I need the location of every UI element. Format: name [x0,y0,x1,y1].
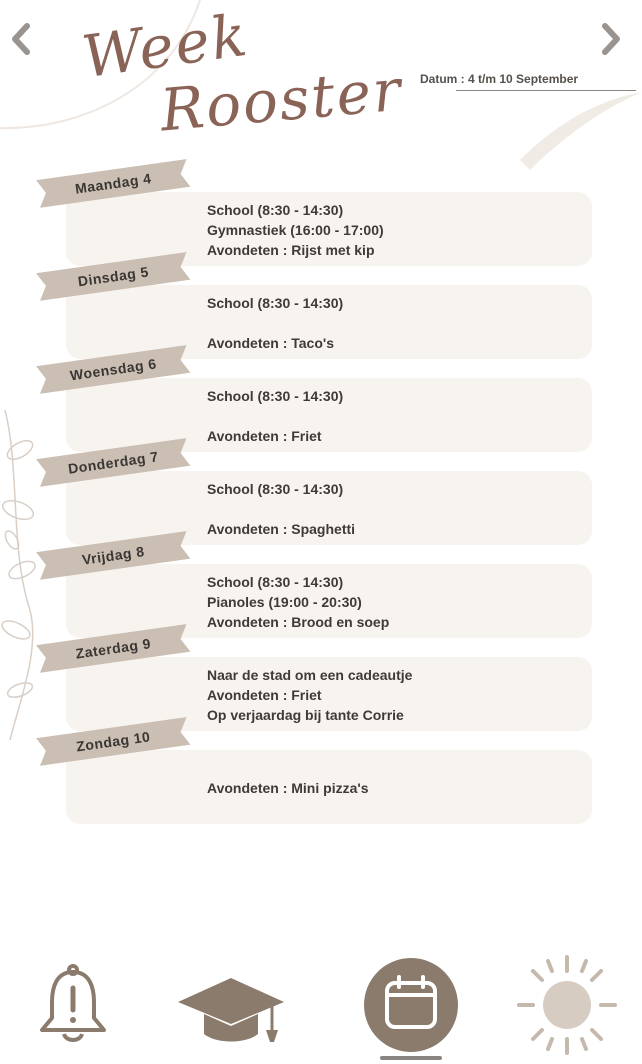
schedule-line: Avondeten : Mini pizza's [207,780,369,796]
schedule-line [207,758,607,778]
previous-week-button[interactable] [4,22,38,56]
day-row-monday [0,170,642,266]
schedule-line: Avondeten : Spaghetti [207,521,356,537]
schedule-line: Avondeten : Taco's [207,335,335,351]
schedule-line [207,313,607,333]
schedule-line [207,406,607,426]
day-row-friday [0,543,642,638]
schedule-line: Op verjaardag bij tante Corrie [207,707,404,723]
day-label: Maandag 4 [74,170,153,197]
schedule-line [207,798,607,818]
day-row-wednesday [0,355,642,452]
day-label: Dinsdag 5 [76,263,150,290]
schedule-line: Avondeten : Friet [207,687,322,703]
bell-alert-icon [28,960,118,1050]
schedule-line: School (8:30 - 14:30) [207,388,344,404]
calendar-icon [361,955,461,1055]
schedule-line: School (8:30 - 14:30) [207,574,344,590]
schedule-line: Gymnastiek (16:00 - 17:00) [207,222,384,238]
tab-notifications[interactable] [18,950,128,1060]
tab-calendar[interactable] [356,950,466,1060]
date-underline [456,90,636,91]
next-week-button[interactable] [594,22,628,56]
graduation-cap-icon [176,960,286,1050]
schedule-line: Naar de stad om een cadeautje [207,667,413,683]
sun-icon [515,953,619,1057]
day-row-thursday [0,448,642,545]
day-label: Donderdag 7 [67,448,160,477]
active-tab-indicator [380,1056,442,1060]
schedule-line: Pianoles (19:00 - 20:30) [207,594,362,610]
tab-weather[interactable] [512,950,622,1060]
day-row-saturday [0,635,642,731]
schedule-line: School (8:30 - 14:30) [207,295,344,311]
title-week: Week [78,0,253,92]
page-title [60,0,406,150]
day-label: Zaterdag 9 [74,635,152,662]
date-range: Datum : 4 t/m 10 September [420,72,579,86]
title-rooster: Rooster [157,55,406,145]
day-label: Zondag 10 [75,728,152,755]
schedule-line: Avondeten : Rijst met kip [207,242,375,258]
day-label: Woensdag 6 [68,355,158,384]
schedule-line [207,499,607,519]
tab-school[interactable] [176,950,286,1060]
chevron-left-icon [7,22,35,56]
schedule-line: Avondeten : Friet [207,428,322,444]
chevron-right-icon [597,22,625,56]
schedule-line: School (8:30 - 14:30) [207,202,344,218]
bottom-tab-bar [0,950,642,1064]
day-row-tuesday [0,263,642,359]
schedule-line: Avondeten : Brood en soep [207,614,390,630]
day-row-sunday [0,728,642,824]
day-label: Vrijdag 8 [81,543,146,568]
schedule-line: School (8:30 - 14:30) [207,481,344,497]
